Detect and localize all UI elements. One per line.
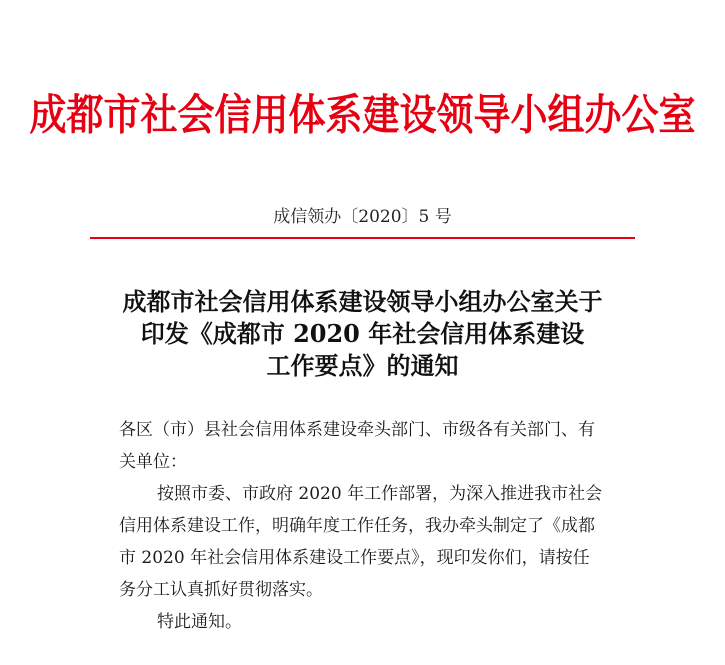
red-divider-line xyxy=(90,237,635,239)
body-paragraph-line: 务分工认真抓好贯彻落实。 xyxy=(119,580,323,600)
addressee-line: 关单位： xyxy=(119,452,187,472)
body-paragraph-line: 市 2020 年社会信用体系建设工作要点》，现印发你们，请按任 xyxy=(119,548,590,568)
notice-title-line: 成都市社会信用体系建设领导小组办公室关于 xyxy=(122,287,603,316)
body-paragraph-line: 信用体系建设工作，明确年度工作任务，我办牵头制定了《成都 xyxy=(119,516,595,536)
closing-line: 特此通知。 xyxy=(157,612,242,632)
document-number: 成信领办〔2020〕5 号 xyxy=(273,207,452,227)
notice-title xyxy=(0,286,725,382)
notice-body xyxy=(119,414,619,638)
body-paragraph-line: 按照市委、市政府 2020 年工作部署，为深入推进我市社会 xyxy=(157,484,603,504)
notice-title-line: 印发《成都市 2020 年社会信用体系建设 xyxy=(140,319,585,348)
masthead-title: 成都市社会信用体系建设领导小组办公室 xyxy=(29,90,696,140)
notice-title-line: 工作要点》的通知 xyxy=(266,351,459,380)
addressee-line: 各区（市）县社会信用体系建设牵头部门、市级各有关部门、有 xyxy=(119,420,595,440)
